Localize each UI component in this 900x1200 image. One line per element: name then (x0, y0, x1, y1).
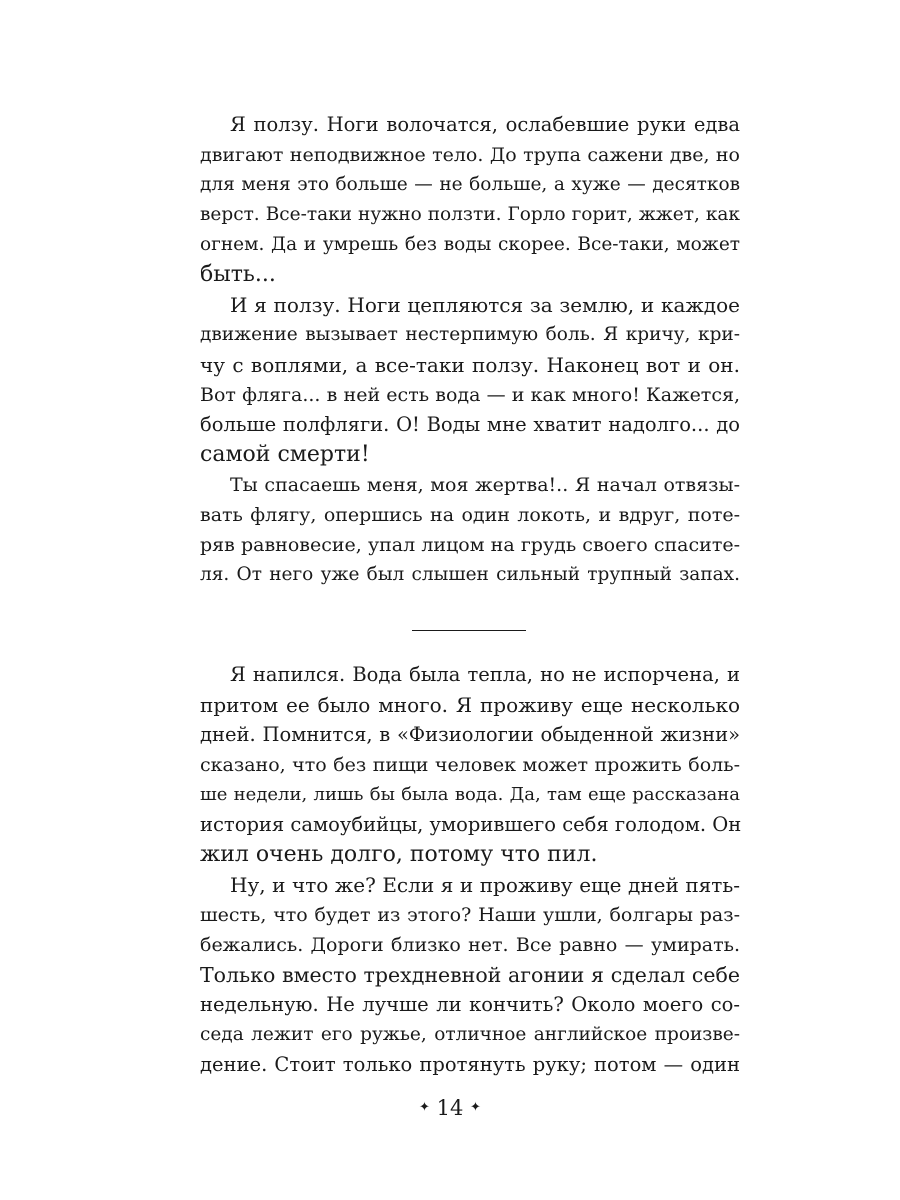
text-line: чу с воплями, а все-таки ползу. Наконец вот и он. (200, 353, 740, 377)
text-line: недельную. Не лучше ли кончить? Около моего со- (200, 993, 740, 1016)
text-line: сказано, что без пищи человек может прожить боль- (200, 754, 740, 776)
text-line: ше недели, лишь бы была вода. Да, там еще рассказана (200, 784, 740, 805)
text-line: притом ее было много. Я проживу еще несколько (200, 693, 740, 717)
text-line: самой смерти! (200, 442, 370, 467)
text-line: Ну, и что же? Если я и проживу еще дней пять- (230, 873, 740, 897)
ornament-left-icon: ✦ (419, 1099, 430, 1115)
text-line: дение. Стоит только протянуть руку; потом — один (200, 1053, 740, 1076)
text-line: верст. Все-таки нужно ползти. Горло горит, жжет, как (200, 204, 740, 225)
section-divider (412, 630, 526, 631)
text-line: для меня это больше — не больше, а хуже — десятков (200, 174, 740, 195)
text-line: шесть, что будет из этого? Наши ушли, болгары раз- (200, 904, 740, 926)
text-line: огнем. Да и умрешь без воды скорее. Все-таки, может (200, 234, 740, 255)
text-line: Ты спасаешь меня, моя жертва!.. Я начал отвязы- (230, 474, 740, 496)
text-line: история самоубийцы, уморившего себя голодом. Он (200, 813, 742, 836)
text-line: Я напился. Вода была тепла, но не испорчена, и (230, 663, 740, 686)
text-line: быть... (200, 262, 276, 287)
text-line: бежались. Дороги близко нет. Все равно — умирать. (200, 934, 740, 956)
text-line: И я ползу. Ноги цепляются за землю, и каждое (230, 293, 740, 317)
ornament-right-icon: ✦ (470, 1099, 481, 1115)
text-line: движение вызывает нестерпимую боль. Я кричу, кри- (200, 324, 740, 345)
text-line: Вот фляга... в ней есть вода — и как много! Кажется, (200, 384, 740, 406)
text-line: седа лежит его ружье, отличное английское произве- (200, 1024, 740, 1045)
text-line: двигают неподвижное тело. До трупа сажени две, но (200, 144, 740, 166)
text-line: больше полфляги. О! Воды мне хватит надолго... до (200, 413, 740, 436)
text-line: Только вместо трехдневной агонии я сделал себе (200, 963, 740, 987)
text-line: ряв равновесие, упал лицом на грудь своего спасите- (200, 534, 740, 556)
text-line: Я ползу. Ноги волочатся, ослабевшие руки едва (230, 113, 740, 136)
text-line: дней. Помнится, в «Физиологии обыденной жизни» (200, 723, 740, 746)
text-line: вать флягу, опершись на один локоть, и вдруг, поте- (200, 504, 740, 526)
page-footer (0, 1093, 900, 1123)
text-line: жил очень долго, потому что пил. (200, 842, 598, 867)
text-line: ля. От него уже был слышен сильный трупный запах. (200, 564, 740, 585)
page-number: 14 (436, 1096, 464, 1120)
